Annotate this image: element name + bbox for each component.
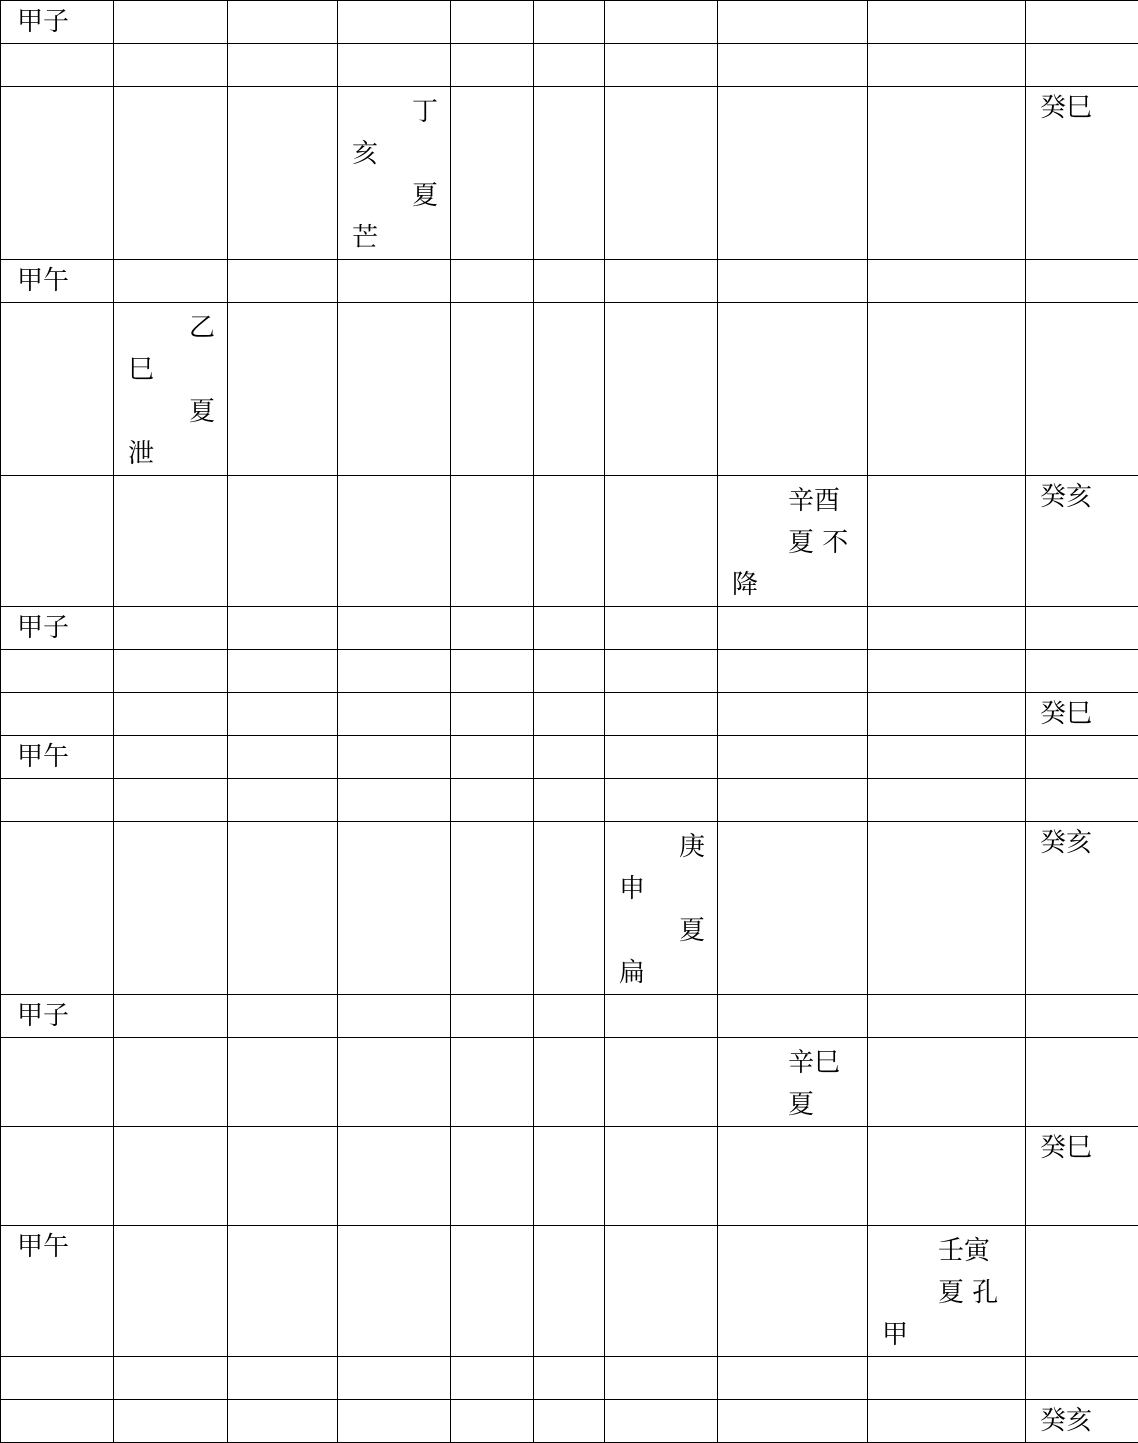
row-label xyxy=(1,1038,113,1042)
row-label xyxy=(1,303,113,307)
row-end-label xyxy=(1026,260,1138,264)
entry-cell xyxy=(718,476,868,607)
row-label xyxy=(1,87,113,91)
table-cell xyxy=(1,736,114,779)
entry-line: 辛巳 xyxy=(732,1042,855,1084)
row-label xyxy=(1,779,113,783)
table-cell xyxy=(1,1357,114,1400)
table-cell xyxy=(1026,1127,1138,1226)
table-row xyxy=(1,995,1138,1038)
vertical-entry xyxy=(868,1226,1025,1356)
entry-line: 甲 xyxy=(882,1314,1013,1356)
table-cell xyxy=(1026,87,1138,260)
row-label: 甲子 xyxy=(1,995,113,1033)
row-label xyxy=(1,44,113,48)
vertical-entry xyxy=(338,87,450,259)
row-end-label: 癸巳 xyxy=(1026,693,1138,731)
entry-line: 庚 xyxy=(619,826,705,868)
table-cell xyxy=(1026,303,1138,476)
table-row xyxy=(1,1127,1138,1226)
table-cell xyxy=(1026,822,1138,995)
row-end-label xyxy=(1026,1038,1138,1042)
row-end-label xyxy=(1026,650,1138,654)
vertical-entry xyxy=(718,1038,867,1126)
table-row xyxy=(1,1,1138,44)
table-cell xyxy=(1026,1,1138,44)
entry-cell xyxy=(338,87,451,260)
table-row xyxy=(1,87,1138,260)
row-label xyxy=(1,1400,113,1404)
table-cell xyxy=(1,1226,114,1357)
table-cell xyxy=(1026,1038,1138,1127)
row-label xyxy=(1,1127,113,1131)
row-end-label xyxy=(1026,1,1138,5)
table-cell xyxy=(1,779,114,822)
table-row xyxy=(1,1400,1138,1443)
table-cell xyxy=(1026,1357,1138,1400)
entry-line: 壬寅 xyxy=(882,1230,1013,1272)
table-cell xyxy=(1,693,114,736)
table-cell xyxy=(1026,44,1138,87)
entry-cell xyxy=(114,303,228,476)
table-row xyxy=(1,650,1138,693)
entry-line: 辛酉 xyxy=(732,480,855,522)
table-cell xyxy=(1026,1400,1138,1443)
table-row xyxy=(1,44,1138,87)
row-label xyxy=(1,693,113,697)
table-cell xyxy=(1026,476,1138,607)
vertical-entry xyxy=(605,822,717,994)
table-cell xyxy=(1,476,114,607)
row-label xyxy=(1,476,113,480)
row-end-label xyxy=(1026,779,1138,783)
table-row xyxy=(1,607,1138,650)
table-cell xyxy=(1026,1226,1138,1357)
table-cell xyxy=(1,1127,114,1226)
row-end-label xyxy=(1026,1357,1138,1361)
row-end-label xyxy=(1026,303,1138,307)
table-cell xyxy=(1026,693,1138,736)
row-end-label xyxy=(1026,607,1138,611)
table-cell xyxy=(1026,650,1138,693)
row-end-label: 癸巳 xyxy=(1026,87,1138,125)
table-row xyxy=(1,779,1138,822)
row-label: 甲午 xyxy=(1,260,113,298)
row-end-label: 癸亥 xyxy=(1026,1400,1138,1438)
entry-line: 夏 xyxy=(352,175,438,217)
row-label xyxy=(1,1357,113,1361)
row-label xyxy=(1,822,113,826)
table-row xyxy=(1,693,1138,736)
table-cell xyxy=(1,1038,114,1127)
table-cell xyxy=(1,1400,114,1443)
table-cell xyxy=(1026,736,1138,779)
table-cell xyxy=(1,822,114,995)
entry-line: 扁 xyxy=(619,952,705,994)
table-cell xyxy=(1026,260,1138,303)
entry-cell xyxy=(605,822,718,995)
row-end-label xyxy=(1026,1226,1138,1230)
entry-line: 巳 xyxy=(128,349,215,391)
entry-line: 申 xyxy=(619,868,705,910)
entry-line: 夏 孔 xyxy=(882,1272,1013,1314)
entry-line: 夏 xyxy=(128,391,215,433)
entry-line: 亥 xyxy=(352,133,438,175)
table-row xyxy=(1,303,1138,476)
entry-line: 夏 不 xyxy=(732,522,855,564)
table-row xyxy=(1,1038,1138,1127)
table-cell xyxy=(1026,779,1138,822)
row-end-label xyxy=(1026,736,1138,740)
row-label: 甲午 xyxy=(1,736,113,774)
table-cell xyxy=(1,87,114,260)
table-cell xyxy=(1,44,114,87)
vertical-entry xyxy=(114,303,227,475)
entry-line: 降 xyxy=(732,564,855,606)
table-cell xyxy=(1,260,114,303)
table-cell xyxy=(1,303,114,476)
row-end-label: 癸亥 xyxy=(1026,822,1138,860)
table-row xyxy=(1,1226,1138,1357)
row-end-label: 癸巳 xyxy=(1026,1127,1138,1165)
entry-line: 丁 xyxy=(352,91,438,133)
table-row xyxy=(1,260,1138,303)
entry-line: 泄 xyxy=(128,433,215,475)
table-cell xyxy=(1,995,114,1038)
entry-cell xyxy=(868,1226,1026,1357)
row-label xyxy=(1,650,113,654)
row-end-label: 癸亥 xyxy=(1026,476,1138,514)
row-label: 甲子 xyxy=(1,607,113,645)
table-cell xyxy=(1026,607,1138,650)
vertical-entry xyxy=(718,476,867,606)
table-row xyxy=(1,736,1138,779)
table-cell xyxy=(1,1,114,44)
table-row xyxy=(1,476,1138,607)
table-cell xyxy=(1026,995,1138,1038)
table-cell xyxy=(1,650,114,693)
row-label: 甲子 xyxy=(1,1,113,39)
entry-line: 乙 xyxy=(128,307,215,349)
table-row xyxy=(1,822,1138,995)
entry-line: 芒 xyxy=(352,217,438,259)
table-cell xyxy=(1,607,114,650)
row-end-label xyxy=(1026,995,1138,999)
row-label: 甲午 xyxy=(1,1226,113,1264)
table-row xyxy=(1,1357,1138,1400)
entry-line: 夏 xyxy=(732,1084,855,1126)
entry-line: 夏 xyxy=(619,910,705,952)
entry-cell xyxy=(718,1038,868,1127)
row-end-label xyxy=(1026,44,1138,48)
